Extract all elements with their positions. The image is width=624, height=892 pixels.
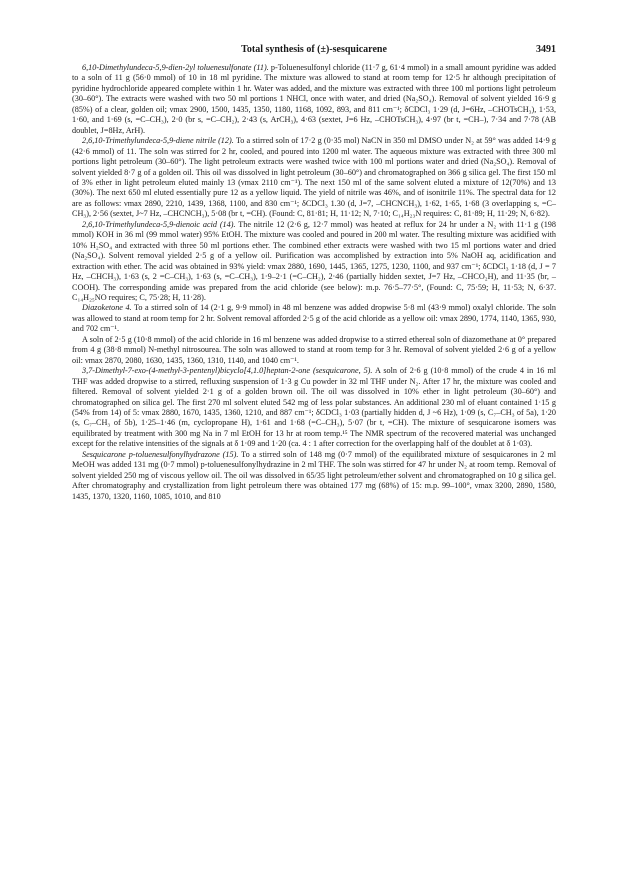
paragraph-nitrile-12: [72, 136, 556, 220]
paragraph-body: To a stirred soln of 148 mg (0·7 mmol) of the equilibrated mixture of sesquicarones in 2 ml MeOH was added 131 mg (0·7 mmol) p-toluenesulfonylhydrazine in 2 ml THF. The soln was stirred for 47 hr under N₂ at room temp. Removal of solvent yielded 250 mg of viscous yellow oil. The oil was dissolved in 65/35 light petroleum/ether solvent and chromatographed on 10 g silica gel. After chromatography and crystallization from light petroleum there was obtained 177 mg (68%) of 15: m.p. 99–100°, νmax 3200, 2890, 1580, 1435, 1370, 1320, 1160, 1085, 1010, and 810: [72, 449, 556, 501]
running-title: Total synthesis of (±)-sesquicarene: [241, 44, 387, 55]
paragraph-body: A soln of 2·6 g (10·8 mmol) of the crude 4 in 16 ml THF was added dropwise to a stirred, refluxing suspension of 1·3 g Cu powder in 32 ml THF under N₂. After 17 hr, the mixture was cooled and filtered. Removal of solvent yielded 2·1 g of a golden brown oil. The oil was dissolved in 10% ether in light petroleum (30–60°) and chromatographed on silica gel. The first 270 ml solvent eluted 542 mg of less polar substances. An additional 230 ml of eluant contained 1·15 g (54% from 14) of 5: νmax 2880, 1670, 1435, 1360, 1210, and 887 cm⁻¹; δCDCl₃ 1·03 (partially hidden d, J ~6 Hz), 1·09 (s, C₇–CH₃ of 5a), 1·20 (s, C₇–CH₃ of 5b), 1·25–1·46 (m, cyclopropane H), 1·61 and 1·68 (=C–CH₃), 5·07 (br t, =CH). The mixture of sesquicarone isomers was equilibrated by treatment with 300 mg Na in 7 ml EtOH for 13 hr at room temp.¹⁵ The NMR spectrum of the recovered material was unchanged except for the relative intensities of the signals at δ 1·09 and 1·20 (ca. 4 : 1 after correction for the overlapping half of the doublet at δ 1·03).: [72, 366, 556, 449]
compound-heading: 2,6,10-Trimethylundeca-5,9-dienoic acid (14).: [82, 219, 236, 229]
paragraph-tosylate-11: [72, 63, 556, 136]
paragraph-diazoketone-4: [72, 303, 556, 334]
paragraph-body: A soln of 2·5 g (10·8 mmol) of the acid chloride in 16 ml benzene was added dropwise to a stirred ethereal soln of diazomethane at 0° prepared from 4 g (38·8 mmol) N-methyl nitrosourea. The soln was allowed to stand at room temp for 3 hr. Removal of solvent yielded 2·6 g of a yellow oil: νmax 2870, 2080, 1630, 1435, 1360, 1310, 1140, and 1040 cm⁻¹.: [72, 334, 556, 365]
page-number: 3491: [536, 44, 556, 55]
paragraph-body: p-Toluenesulfonyl chloride (11·7 g, 61·4 mmol) in a small amount pyridine was added to a soln of 11 g (56·0 mmol) of 10 in 18 ml pyridine. The mixture was allowed to stand at room temp for 12·5 hr although precipitation of pyridine hydrochloride appeared complete within 1 hr. Water was added, and the mixture was extracted with three 100 ml portions light petroleum (30–60°). The extracts were washed with two 50 ml portions 1 NHCl, once with water, and dried (Na₂SO₄). Removal of solvent yielded 16·9 g (85%) of a clear, golden oil; νmax 2900, 1500, 1435, 1350, 1180, 1168, 1092, 893, and 811 cm⁻¹; δCDCl₃ 1·29 (d, J=6Hz, –CHOTsCH₃), 1·53, 1·60, and 1·69 (s, =C–CH₃), 2·0 (br s, =C–CH₂), 2·43 (s, ArCH₃), 4·63 (sextet, J=6 Hz, –CHOTsCH₃), 4·97 (br t, =CH–), 7·34 and 7·78 (AB doublet, J=8Hz, ArH).: [72, 63, 556, 135]
paragraph-acid-14: [72, 220, 556, 304]
running-header: [72, 44, 556, 55]
paragraph-sesquicarone-5: [72, 366, 556, 450]
compound-heading: Sesquicarone p-toluenesulfonylhydrazone (15).: [82, 449, 239, 459]
paragraph-body: To a stirred soln of 14 (2·1 g, 9·9 mmol) in 48 ml benzene was added dropwise 5·8 ml (43·9 mmol) oxalyl chloride. The soln was allowed to stand at room temp for 2 hr. Solvent removal afforded 2·5 g of the acid chloride as a yellow oil: νmax 2890, 1774, 1140, 1365, 930, and 702 cm⁻¹.: [72, 303, 556, 334]
journal-page: [72, 44, 556, 502]
compound-heading: 6,10-Dimethylundeca-5,9-dien-2yl toluenesulfonate (11).: [82, 63, 269, 72]
paragraph-body: To a stirred soln of 17·2 g (0·35 mol) NaCN in 350 ml DMSO under N₂ at 59° was added 14·9 g (42·6 mmol) of 11. The soln was stirred for 2 hr, cooled, and poured into 1200 ml water. The aqueous mixture was extracted with three 300 ml portions light petroleum (30–60°). The light petroleum extracts were washed twice with 100 ml portions water and dried (Na₂SO₄). Removal of solvent yielded 8·7 g of a golden oil. This oil was dissolved in light petroleum (30–60°) and chromatographed on 366 g silica gel. The first 150 ml of 3% ether in light petroleum eluted mainly 13 (νmax 2110 cm⁻¹). The next 150 ml of the same solvent eluted a mixture of 12(70%) and 13 (30%). The next 650 ml eluted essentially pure 12 as a yellow liquid. The yield of nitrile was 46%, and of isonitrile 11%. The spectral data for 12 are as follows: νmax 2890, 2210, 1439, 1368, 1100, and 830 cm⁻¹; δCDCl₃ 1.30 (d, J=7, –CHCNCH₃), 1·62, 1·65, 1·68 (3 overlapping s, =C–CH₃), 2·56 (sextet, J~7 Hz, –CHCNCH₃), 5·08 (br t, =CH). (Found: C, 81·81; H, 11·12; N, 7·10; C₁₄H₂₃N requires: C, 81·89; H, 11·29; N, 6·82).: [72, 136, 557, 219]
compound-heading: Diazoketone 4.: [82, 303, 132, 313]
paragraph-acid-chloride: [72, 335, 556, 366]
compound-heading: 2,6,10-Trimethylundeca-5,9-diene nitrile (12).: [82, 136, 234, 146]
paragraph-hydrazone-15: [72, 450, 556, 502]
paragraph-body: The nitrile 12 (2·6 g, 12·7 mmol) was heated at reflux for 24 hr under a N₂ with 11·1 g (198 mmol) KOH in 36 ml (99 mmol water) 95% EtOH. The mixture was cooled and poured in 200 ml water. The resulting mixture was acidified with 10% H₂SO₄ and extracted with three 50 ml portions ether. The combined ether extracts were washed with two 15 ml portions water and dried (Na₂SO₄). Solvent removal yielded 2·5 g of a yellow oil. Purification was accomplished by extraction into 5% NaOH aq, acidification and extraction with ether. The acid was obtained in 93% yield: νmax 2880, 1690, 1445, 1365, 1275, 1230, 1100, and 937 cm⁻¹; δCDCl₃ 1·18 (d, J = 7 Hz, –CHCH₃), 1·63 (s, 2 =C–CH₃), 1·63 (s, =C–CH₃), 1·9–2·1 (=C–CH₂), 2·46 (partially hidden sextet, J=7 Hz, –CHCO₂H), and 11·35 (br, –COOH). The corresponding amide was prepared from the acid chloride (see below): m.p. 76·5–77·5°, (Found: C, 75·59; H, 11·53; N, 6·37. C₁₄H₂₅NO requires; C, 75·28; H, 11·28).: [72, 219, 556, 302]
compound-heading: 3,7-Dimethyl-7-exo-(4-methyl-3-pentenyl)bicyclo[4,1.0]heptan-2-one (sesquicarone, 5).: [82, 366, 373, 376]
